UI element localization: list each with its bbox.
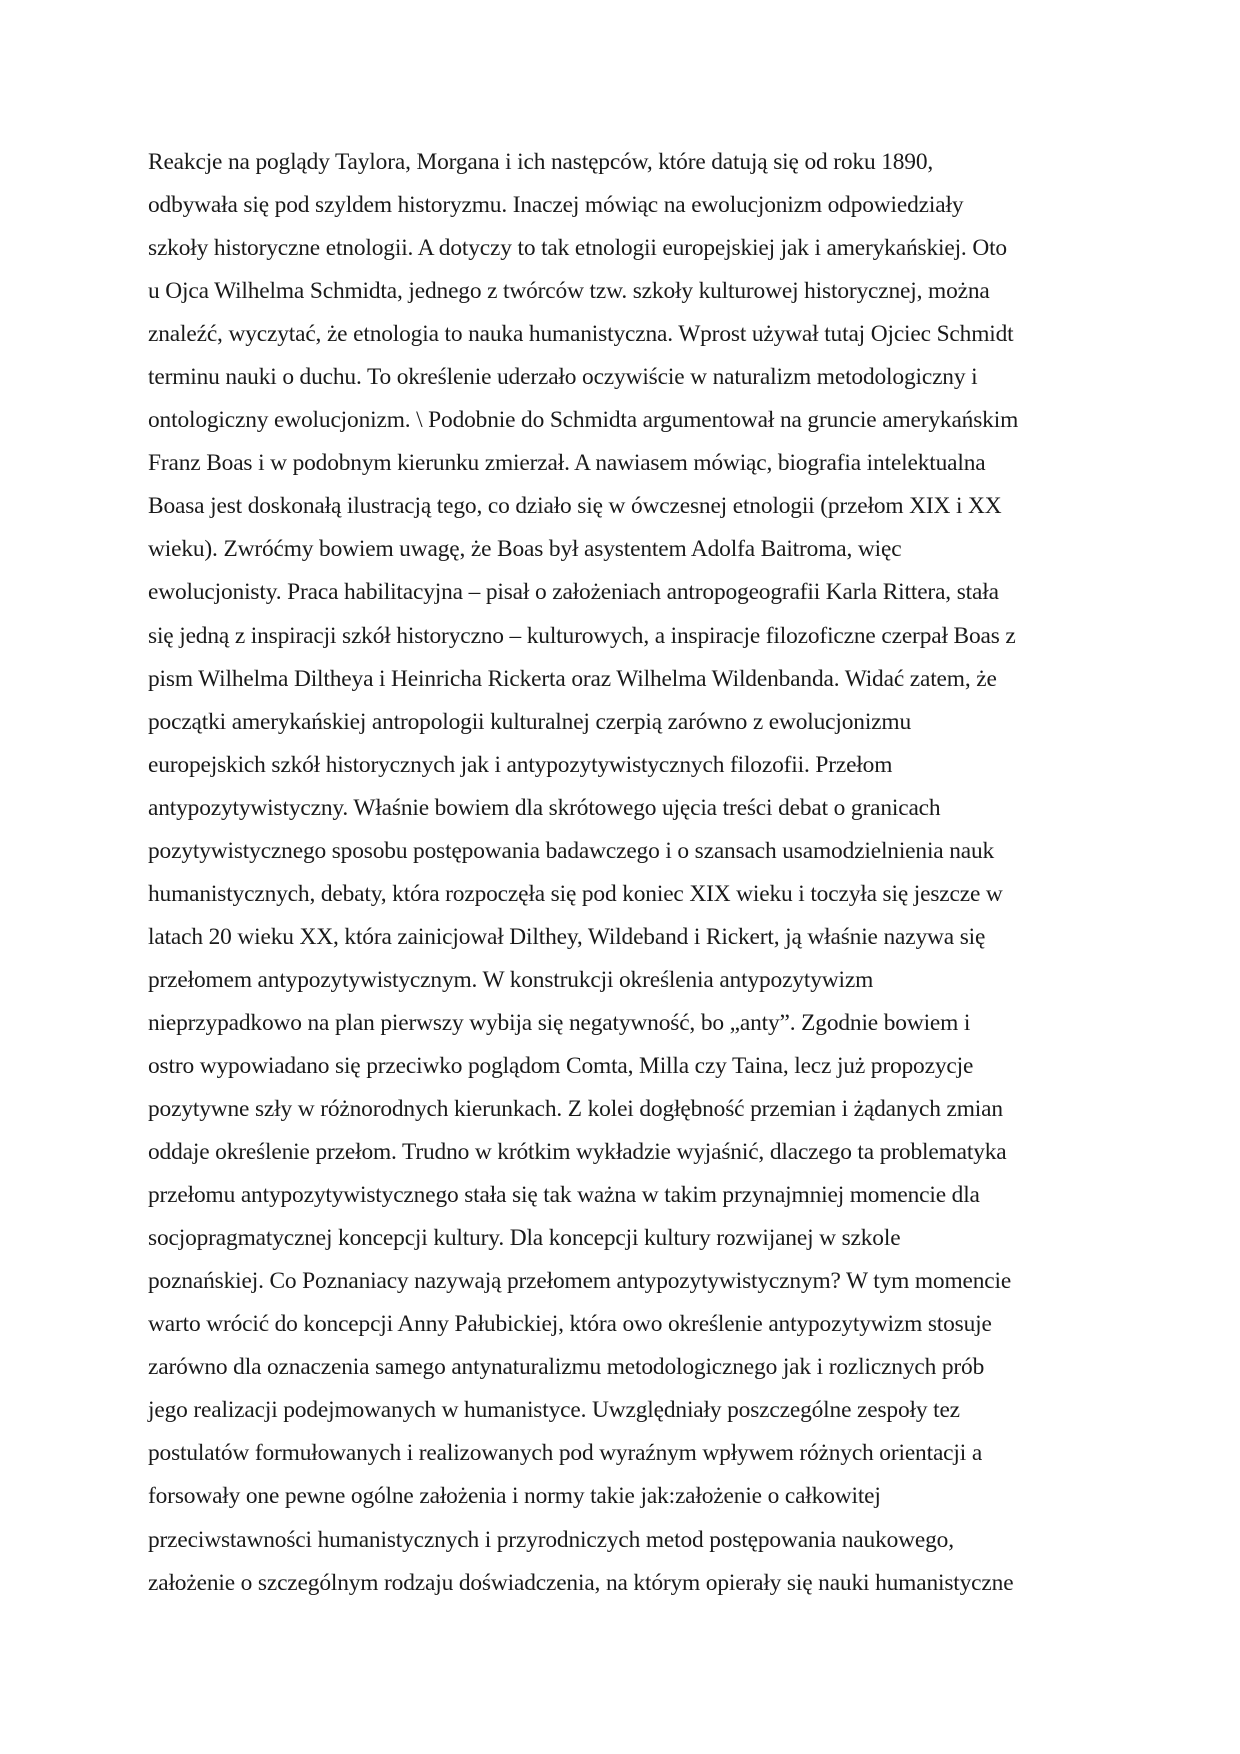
text-line-28: warto wrócić do koncepcji Anny Pałubickiej, która owo określenie antypozytywizm stosuje: [148, 1311, 992, 1338]
text-line-22: ostro wypowiadano się przeciwko poglądom Comta, Milla czy Taina, lecz już propozycje: [148, 1052, 974, 1079]
text-line-25: przełomu antypozytywistycznego stała się tak ważna w takim przynajmniej momencie dla: [148, 1182, 980, 1209]
text-line-3: szkoły historyczne etnologii. A dotyczy to tak etnologii europejskiej jak i amerykańskiej. Oto: [148, 235, 1007, 262]
text-line-8: Franz Boas i w podobnym kierunku zmierzał. A nawiasem mówiąc, biografia intelektualna: [148, 450, 986, 477]
text-line-23: pozytywne szły w różnorodnych kierunkach. Z kolei dogłębność przemian i żądanych zmian: [148, 1096, 1003, 1123]
text-line-27: poznańskiej. Co Poznaniacy nazywają przełomem antypozytywistycznym? W tym momencie: [148, 1268, 1012, 1295]
text-line-30: jego realizacji podejmowanych w humanistyce. Uwzględniały poszczególne zespoły tez: [148, 1397, 960, 1424]
text-line-15: europejskich szkół historycznych jak i antypozytywistycznych filozofii. Przełom: [148, 751, 893, 778]
text-line-4: u Ojca Wilhelma Schmidta, jednego z twórców tzw. szkoły kulturowej historycznej, można: [148, 278, 990, 305]
body-text: [148, 141, 1108, 1605]
text-line-11: ewolucjonisty. Praca habilitacyjna – pisał o założeniach antropogeografii Karla Rittera, stała: [148, 579, 999, 606]
text-line-1: Reakcje na poglądy Taylora, Morgana i ich następców, które datują się od roku 1890,: [148, 149, 934, 175]
text-line-9: Boasa jest doskonałą ilustracją tego, co działo się w ówczesnej etnologii (przełom XIX i XX: [148, 493, 1002, 520]
text-line-24: oddaje określenie przełom. Trudno w krótkim wykładzie wyjaśnić, dlaczego ta problematyka: [148, 1139, 1007, 1166]
text-line-10: wieku). Zwróćmy bowiem uwagę, że Boas był asystentem Adolfa Baitroma, więc: [148, 536, 902, 563]
text-line-13: pism Wilhelma Diltheya i Heinricha Rickerta oraz Wilhelma Wildenbanda. Widać zatem, że: [148, 665, 997, 692]
text-line-12: się jedną z inspiracji szkół historyczno – kulturowych, a inspiracje filozoficzne czerpał Boas z: [148, 622, 1016, 649]
text-line-7: ontologiczny ewolucjonizm. \ Podobnie do Schmidta argumentował na gruncie amerykańskim: [148, 407, 1019, 434]
text-line-33: przeciwstawności humanistycznych i przyrodniczych metod postępowania naukowego,: [148, 1526, 954, 1553]
text-line-2: odbywała się pod szyldem historyzmu. Inaczej mówiąc na ewolucjonizm odpowiedziały: [148, 192, 964, 219]
text-line-5: znaleźć, wyczytać, że etnologia to nauka humanistyczna. Wprost używał tutaj Ojciec Schmidt: [148, 321, 1014, 348]
text-line-17: pozytywistycznego sposobu postępowania badawczego i o szansach usamodzielnienia nauk: [148, 837, 995, 864]
text-line-14: początki amerykańskiej antropologii kulturalnej czerpią zarówno z ewolucjonizmu: [148, 708, 911, 735]
text-line-6: terminu nauki o duchu. To określenie uderzało oczywiście w naturalizm metodologiczny i: [148, 364, 978, 391]
text-line-32: forsowały one pewne ogólne założenia i normy takie jak:założenie o całkowitej: [148, 1483, 881, 1510]
text-line-16: antypozytywistyczny. Właśnie bowiem dla skrótowego ujęcia treści debat o granicach: [148, 794, 941, 821]
text-line-21: nieprzypadkowo na plan pierwszy wybija się negatywność, bo „anty”. Zgodnie bowiem i: [148, 1009, 971, 1036]
text-line-19: latach 20 wieku XX, która zainicjował Dilthey, Wildeband i Rickert, ją właśnie nazywa się: [148, 923, 986, 950]
text-line-34: założenie o szczególnym rodzaju doświadczenia, na którym opierały się nauki humanistyczne: [148, 1569, 1014, 1596]
text-line-20: przełomem antypozytywistycznym. W konstrukcji określenia antypozytywizm: [148, 966, 874, 993]
text-line-31: postulatów formułowanych i realizowanych pod wyraźnym wpływem różnych orientacji a: [148, 1440, 983, 1467]
text-line-26: socjopragmatycznej koncepcji kultury. Dla koncepcji kultury rozwijanej w szkole: [148, 1225, 901, 1252]
text-line-29: zarówno dla oznaczenia samego antynaturalizmu metodologicznego jak i rozlicznych prób: [148, 1354, 985, 1381]
text-line-18: humanistycznych, debaty, która rozpoczęła się pod koniec XIX wieku i toczyła się jeszcze w: [148, 880, 1003, 907]
